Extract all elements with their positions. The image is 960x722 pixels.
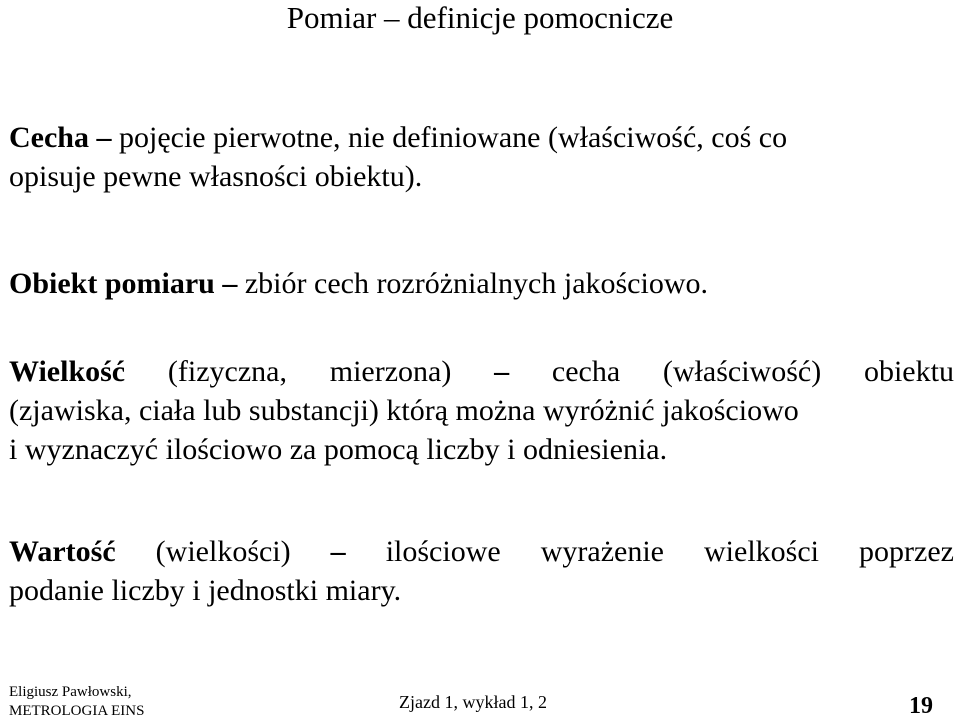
term-cecha: Cecha: [9, 121, 89, 154]
term-dash: –: [96, 121, 112, 154]
definition-wielkosc: [9, 352, 954, 469]
definition-wielkosc-line-1: [9, 352, 954, 391]
definition-wartosc-line-1: [9, 532, 954, 571]
word: cecha: [551, 355, 621, 388]
definition-cecha-line-1: [9, 118, 954, 157]
definition-wielkosc-line-2: (zjawiska, ciała lub substancji) którą można wyróżnić jakościowo: [9, 394, 799, 427]
definition-obiekt-line-1: [9, 264, 954, 303]
footer-author: Eligiusz Pawłowski,: [9, 684, 132, 700]
footer-course: METROLOGIA EINS: [9, 703, 145, 719]
term-dash: –: [494, 355, 510, 388]
word: obiektu: [863, 355, 954, 388]
word: mierzona): [329, 355, 452, 388]
word: (fizyczna,: [167, 355, 287, 388]
word: (wielkości): [155, 535, 291, 568]
definition-wartosc-line-2: podanie liczby i jednostki miary.: [9, 574, 402, 607]
term-wartosc: Wartość: [9, 535, 116, 568]
footer-session: Zjazd 1, wykład 1, 2: [399, 692, 547, 712]
page-number: 19: [909, 693, 933, 719]
word: ilościowe: [385, 535, 501, 568]
definition-cecha-text: pojęcie pierwotne, nie definiowane (właściwość, coś co: [118, 121, 788, 154]
word: wielkości: [704, 535, 819, 568]
definition-wartosc: [9, 532, 954, 610]
term-obiekt-pomiaru: Obiekt pomiaru: [9, 267, 215, 300]
word: wyrażenie: [540, 535, 664, 568]
term-dash: –: [330, 535, 346, 568]
word: poprzez: [859, 535, 954, 568]
definition-cecha: [9, 118, 954, 196]
term-dash: –: [222, 267, 238, 300]
word: (właściwość): [662, 355, 822, 388]
footer-author-block: [9, 683, 144, 721]
definition-cecha-line-2: opisuje pewne własności obiektu).: [9, 160, 423, 193]
term-wielkosc: Wielkość: [9, 355, 126, 388]
slide-title: Pomiar – definicje pomocnicze: [286, 0, 674, 35]
definition-wielkosc-line-3: i wyznaczyć ilościowo za pomocą liczby i odniesienia.: [9, 433, 668, 466]
definition-obiekt-pomiaru: [9, 264, 954, 303]
definition-obiekt-text: zbiór cech rozróżnialnych jakościowo.: [244, 267, 708, 300]
